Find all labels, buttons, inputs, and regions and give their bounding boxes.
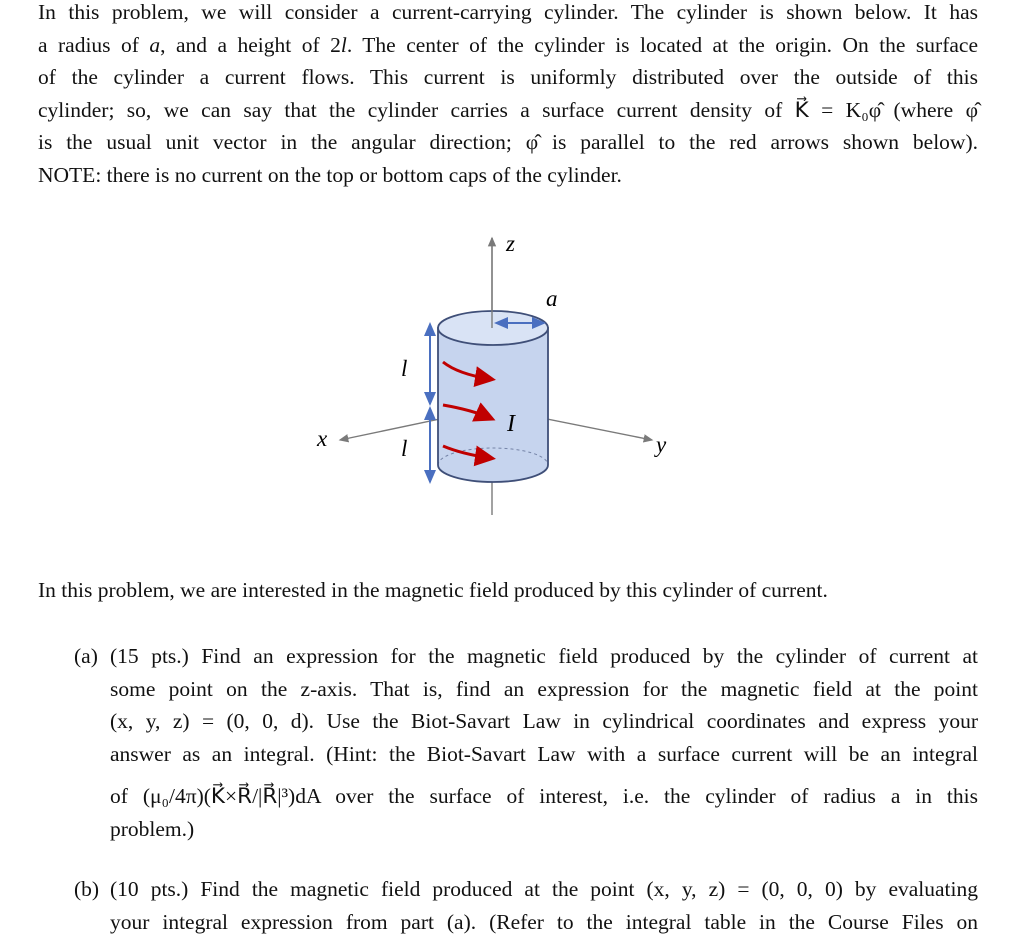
intro-line-5: is the usual unit vector in the angular direction; φ̂ is parallel to the red arrows shown below).	[38, 130, 978, 154]
intro-line-1: In this problem, we will consider a current-carrying cylinder. The cylinder is shown below. It has	[38, 0, 978, 24]
radius-label: a	[546, 286, 558, 311]
height-label-lower: l	[401, 436, 408, 461]
part-a-line-1: (15 pts.) Find an expression for the magnetic field produced by the cylinder of current at	[110, 644, 978, 668]
part-a-line-6: problem.)	[110, 816, 195, 841]
intro-line-6: NOTE: there is no current on the top or bottom caps of the cylinder.	[38, 162, 622, 187]
current-label: I	[507, 411, 515, 437]
part-a-line-3: (x, y, z) = (0, 0, d). Use the Biot-Savart Law in cylindrical coordinates and express your	[110, 709, 978, 733]
part-b-label: (b)	[74, 877, 100, 901]
x-axis-label: x	[317, 426, 328, 451]
intro-line-4: cylinder; so, we can say that the cylinder carries a surface current density of K⃗ = K₀φ̂ (where φ̂	[38, 97, 978, 122]
part-a-line-5: of (μ₀/4π)(K⃗×R⃗/|R⃗|³)dA over the surface of interest, i.e. the cylinder of radius a in this	[110, 784, 978, 808]
intro-line-3: of the cylinder a current flows. This current is uniformly distributed over the outside of this	[38, 65, 978, 89]
height-label-upper: l	[401, 356, 408, 381]
y-axis-label: y	[656, 432, 667, 457]
cylinder	[438, 238, 548, 482]
part-b-body	[110, 873, 978, 938]
part-a-label: (a)	[74, 644, 98, 668]
part-a-line-4: answer as an integral. (Hint: the Biot-Savart Law with a surface current will be an integral	[110, 741, 978, 766]
part-a-body	[110, 640, 978, 845]
part-b-line-1: (10 pts.) Find the magnetic field produced at the point (x, y, z) = (0, 0, 0) by evaluating	[110, 877, 978, 901]
intro-line-2: a radius of a, and a height of 2l. The center of the cylinder is located at the origin. On the surface	[38, 32, 978, 57]
z-axis-label: z	[506, 231, 515, 256]
part-a-line-2: some point on the z-axis. That is, find an expression for the magnetic field at the point	[110, 676, 978, 701]
interest-sentence: In this problem, we are interested in the magnetic field produced by this cylinder of current.	[38, 578, 828, 602]
part-b-line-2: your integral expression from part (a). (Refer to the integral table in the Course Files on	[110, 909, 978, 934]
